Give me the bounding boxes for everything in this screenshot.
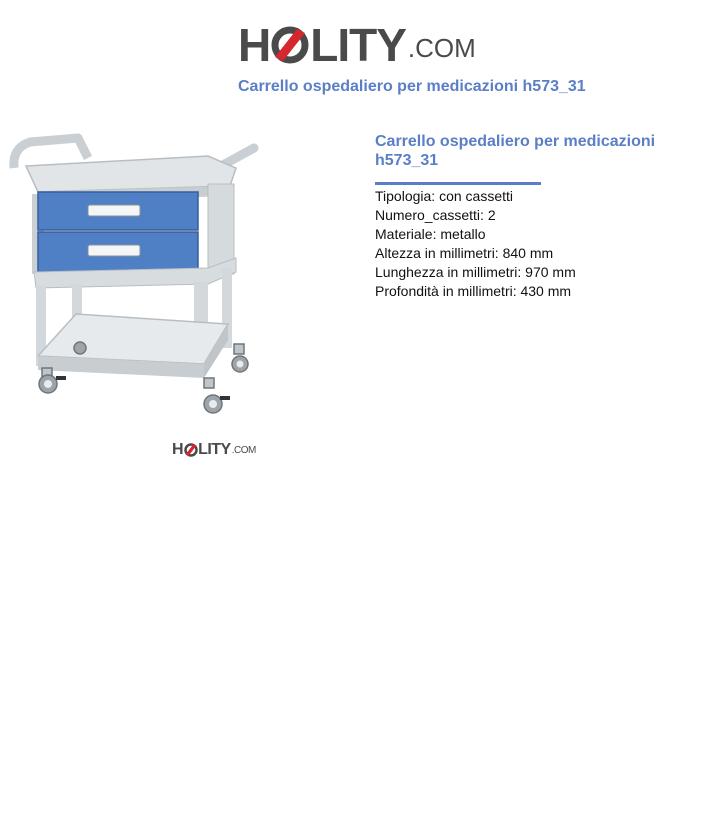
- brand-logo[interactable]: [238, 10, 488, 71]
- logo-o-mark-icon: [271, 23, 309, 67]
- logo-letter-h: H: [238, 19, 271, 71]
- watermark-domain: .COM: [231, 444, 256, 456]
- watermark-letter-h: H: [172, 441, 184, 458]
- product-title: Carrello ospedaliero per medicazioni h573_31: [375, 133, 656, 169]
- logo-domain: .COM: [407, 33, 476, 63]
- product-info: [375, 132, 675, 301]
- spec-list: [375, 187, 675, 301]
- spec-item: Lunghezza in millimetri: 970 mm: [375, 264, 576, 280]
- spec-item: Materiale: metallo: [375, 226, 486, 242]
- watermark-o-mark-icon: [184, 442, 198, 458]
- watermark-wordmark: LITY: [198, 441, 231, 458]
- title-underline: [375, 182, 541, 185]
- spec-item: Numero_cassetti: 2: [375, 207, 496, 223]
- spec-item: Altezza in millimetri: 840 mm: [375, 245, 554, 261]
- product-image: [8, 118, 270, 468]
- image-watermark-logo: [172, 441, 256, 459]
- spec-item: Profondità in millimetri: 430 mm: [375, 283, 572, 299]
- spec-item: Tipologia: con cassetti: [375, 188, 513, 204]
- page-title: Carrello ospedaliero per medicazioni h573_31: [238, 78, 586, 95]
- logo-wordmark: LITY: [310, 19, 406, 71]
